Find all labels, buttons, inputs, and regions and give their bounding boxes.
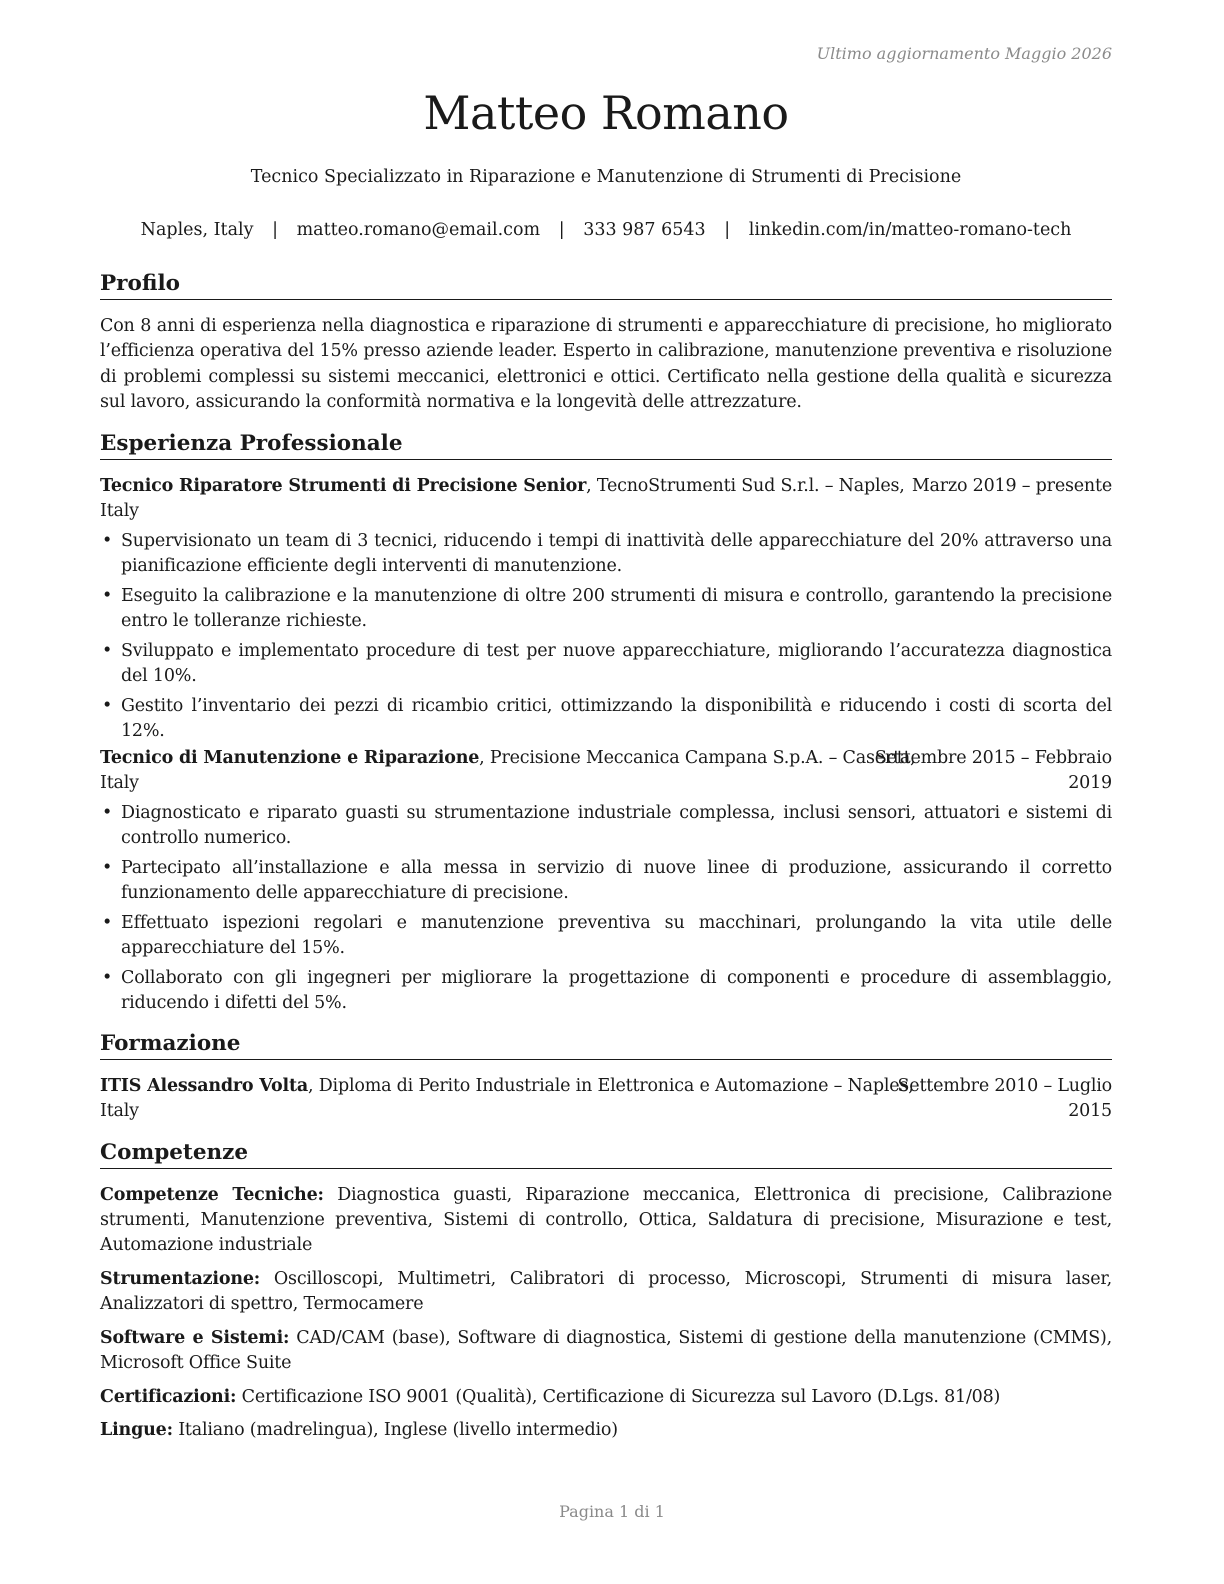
list-item: • Partecipato all’installazione e alla messa in servizio di nuove linee di produzione, assicurando il corretto funzionamento delle apparecchiature di precisione.: [100, 856, 1112, 906]
skill-row: [100, 1385, 1112, 1410]
skill-row: [100, 1418, 1112, 1443]
skill-row: [100, 1326, 1112, 1376]
contact-phone[interactable]: 333 987 6543: [583, 220, 706, 240]
job-dates: Marzo 2019 – presente: [911, 476, 1112, 496]
last-updated-note: Ultimo aggiornamento Maggio 2026: [816, 44, 1112, 63]
education-detail: , Diploma di Perito Industriale in Elettronica e Automazione – Naples,: [308, 1076, 914, 1096]
skill-row: [100, 1267, 1112, 1317]
skill-label: Strumentazione:: [100, 1269, 261, 1289]
job-role: Tecnico di Manutenzione e Riparazione: [100, 748, 480, 768]
list-item: • Gestito l’inventario dei pezzi di ricambio critici, ottimizzando la disponibilità e riducendo i costi di scorta del 12%.: [100, 694, 1112, 744]
contact-line: [100, 220, 1112, 240]
skill-label: Lingue:: [100, 1420, 173, 1440]
job-dates: Settembre 2015 – Febbraio: [874, 748, 1112, 768]
list-item: • Diagnosticato e riparato guasti su strumentazione industriale complessa, inclusi sensori, attuatori e sistemi di controllo numerico.: [100, 801, 1112, 851]
section-title-profile: Profilo: [100, 270, 1112, 300]
section-title-experience: Esperienza Professionale: [100, 430, 1112, 460]
skill-label: Competenze Tecniche:: [100, 1185, 324, 1205]
list-item: • Collaborato con gli ingegneri per migliorare la progettazione di componenti e procedure di assemblaggio, riducendo i difetti del 5%.: [100, 966, 1112, 1016]
list-item: • Supervisionato un team di 3 tecnici, riducendo i tempi di inattività delle apparecchiature del 20% attraverso una pianificazione efficiente degli interventi di manutenzione.: [100, 529, 1112, 579]
page-number: Pagina 1 di 1: [559, 1502, 665, 1521]
list-item: • Eseguito la calibrazione e la manutenzione di oltre 200 strumenti di misura e controllo, garantendo la precisione entro le tolleranze richieste.: [100, 584, 1112, 634]
job-bullets: [100, 801, 1112, 1021]
education-school: ITIS Alessandro Volta: [100, 1076, 308, 1096]
job-bullets: [100, 529, 1112, 749]
candidate-name: Matteo Romano: [423, 86, 789, 140]
job-company: , Precisione Meccanica Campana S.p.A. – Caserta,: [479, 748, 916, 768]
contact-email[interactable]: matteo.romano@email.com: [296, 220, 541, 240]
contact-separator: |: [724, 220, 731, 240]
education-dates-cont: 2015: [1068, 1101, 1112, 1121]
job-location-cont: Italy: [100, 501, 139, 521]
list-item: • Sviluppato e implementato procedure di test per nuove apparecchiature, migliorando l’accuratezza diagnostica del 10%.: [100, 639, 1112, 689]
skill-value: CAD/CAM (base), Software di diagnostica, Sistemi di gestione della manutenzione (CMMS), Microsoft Office Suite: [100, 1328, 1112, 1373]
skill-value: Certificazione ISO 9001 (Qualità), Certificazione di Sicurezza sul Lavoro (D.Lgs. 81/08): [241, 1387, 1001, 1407]
skill-value: Diagnostica guasti, Riparazione meccanica, Elettronica di precisione, Calibrazione strumenti, Manutenzione preventiva, Sistemi di controllo, Ottica, Saldatura di precisione, Misurazione e test, Automazione industriale: [100, 1185, 1112, 1255]
profile-text: Con 8 anni di esperienza nella diagnostica e riparazione di strumenti e apparecchiature di precisione, ho migliorato l’efficienza operativa del 15% presso aziende leader. Esperto in calibrazione, manutenzione preventiva e risoluzione di problemi complessi su sistemi meccanici, elettronici e ottici. Certificato nella gestione della qualità e sicurezza sul lavoro, assicurando la conformità normativa e la longevità delle attrezzature.: [100, 316, 1112, 412]
contact-location: Naples, Italy: [140, 220, 254, 240]
contact-linkedin[interactable]: linkedin.com/in/matteo-romano-tech: [748, 220, 1072, 240]
skill-row: [100, 1183, 1112, 1258]
job-role: Tecnico Riparatore Strumenti di Precisione Senior: [100, 476, 587, 496]
education-location-cont: Italy: [100, 1101, 139, 1121]
skill-label: Certificazioni:: [100, 1387, 237, 1407]
section-title-skills: Competenze: [100, 1139, 1112, 1169]
skill-value: Italiano (madrelingua), Inglese (livello intermedio): [178, 1420, 618, 1440]
candidate-subtitle: Tecnico Specializzato in Riparazione e Manutenzione di Strumenti di Precisione: [250, 167, 962, 187]
list-item: • Effettuato ispezioni regolari e manutenzione preventiva su macchinari, prolungando la vita utile delle apparecchiature del 15%.: [100, 911, 1112, 961]
contact-separator: |: [272, 220, 278, 240]
job-dates-cont: 2019: [1068, 773, 1112, 793]
job-company: , TecnoStrumenti Sud S.r.l. – Naples,: [586, 476, 905, 496]
section-title-education: Formazione: [100, 1030, 1112, 1060]
education-dates: Settembre 2010 – Luglio: [897, 1076, 1112, 1096]
job-location-cont: Italy: [100, 773, 139, 793]
contact-separator: |: [558, 220, 565, 240]
skill-label: Software e Sistemi:: [100, 1328, 290, 1348]
skill-value: Oscilloscopi, Multimetri, Calibratori di processo, Microscopi, Strumenti di misura laser, Analizzatori di spettro, Termocamere: [100, 1269, 1112, 1314]
